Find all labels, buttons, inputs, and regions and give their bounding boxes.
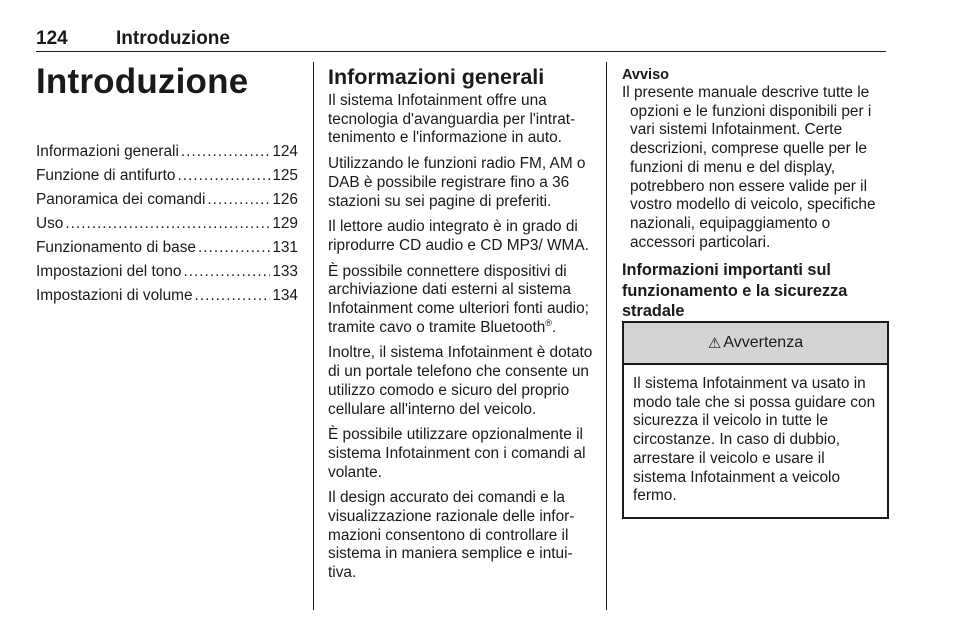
toc-item-label: Uso [36,215,64,232]
notice-body [622,84,890,252]
toc-leader-dots [198,236,270,260]
paragraph: Utilizzando le funzioni radio FM, AM o DAB è possibile registrare fino a 36 stazioni su sei pagine di preferiti. [328,155,586,210]
toc-leader-dots [65,212,270,236]
page-header [36,28,886,50]
toc-item-label: Impostazioni del tono [36,263,182,280]
paragraph [328,263,594,338]
page-number: 124 [36,28,68,49]
toc-item-label: Funzione di antifurto [36,167,176,184]
toc-leader-dots [195,284,271,308]
toc-item[interactable] [36,212,298,236]
column-divider [313,62,314,610]
paragraph: È possibile utilizzare opzionalmente il sistema Infotainment con i comandi al volante. [328,426,586,481]
toc-item[interactable] [36,188,298,212]
toc-item[interactable] [36,284,298,308]
left-column [36,62,298,308]
warning-header [624,323,887,365]
toc-item-page: 124 [272,143,298,160]
warning-box [622,321,889,519]
toc-item[interactable] [36,236,298,260]
toc-leader-dots [177,164,270,188]
toc-item[interactable] [36,260,298,284]
warning-triangle-icon: ⚠ [707,335,722,352]
toc-item-label: Impostazioni di volume [36,287,193,304]
notice-first-line: Il presente manuale descrive tutte le [622,84,870,101]
column-divider [606,62,607,610]
registered-mark: ® [545,317,552,328]
toc-item-label: Informazioni generali [36,143,179,160]
paragraph-text: È possibile connettere dispositivi di archiviazione dati esterni al sistema Infotainment come ulteriori fonti audio; tramite cavo o tramite Bluetooth [328,262,589,336]
paragraph: Il design accurato dei comandi e la visualizzazione razionale delle infor-mazioni consentono di controllare il sistema in maniera semplice e intui-tiva. [328,489,575,582]
right-column [622,66,890,322]
header-divider [36,51,886,52]
notice-text: opzioni e le funzioni disponibili per i vari sistemi Infotainment. Certe descrizioni, comprese quelle per le funzioni di menu e del display, potrebbero non essere valide per il vostro modello di veicolo, specifiche nazionali, equipaggiamento o accessori particolari. [630,102,876,251]
toc-item-label: Funzionamento di base [36,239,196,256]
warning-text: Il sistema Infotainment va usato in modo tale che si possa guidare con sicurezza il veicolo in tutte le circostanze. In caso di dubbio, arrestare il veicolo e usare il sistema Infotainment a veicolo fermo. [633,375,876,505]
toc-item-page: 131 [272,239,298,256]
table-of-contents [36,140,298,308]
toc-item[interactable] [36,140,298,164]
toc-item-page: 133 [272,263,298,280]
chapter-title: Introduzione [36,62,249,101]
running-section-title: Introduzione [116,28,230,49]
toc-item-page: 134 [272,287,298,304]
toc-leader-dots [207,188,270,212]
middle-column [328,64,594,590]
warning-title: Avvertenza [723,334,804,351]
notice-title: Avviso [622,67,670,83]
toc-item-page: 129 [272,215,298,232]
toc-item[interactable] [36,164,298,188]
section-heading: Informazioni importanti sul funzionamento e la sicurezza stradale [622,261,848,321]
toc-item-page: 126 [272,191,298,208]
paragraph: Il lettore audio integrato è in grado di riprodurre CD audio e CD MP3/ WMA. [328,218,589,254]
toc-leader-dots [183,260,270,284]
paragraph: Il sistema Infotainment offre una tecnologia d'avanguardia per l'intrat-tenimento e l'informazione in auto. [328,92,576,147]
toc-item-label: Panoramica dei comandi [36,191,206,208]
toc-leader-dots [181,140,270,164]
paragraph: Inoltre, il sistema Infotainment è dotato di un portale telefono che consente un utilizzo comodo e sicuro del proprio cellulare all'interno del veicolo. [328,344,593,418]
paragraph-end: . [551,318,557,336]
toc-item-page: 125 [272,167,298,184]
section-heading: Informazioni generali [328,65,545,89]
